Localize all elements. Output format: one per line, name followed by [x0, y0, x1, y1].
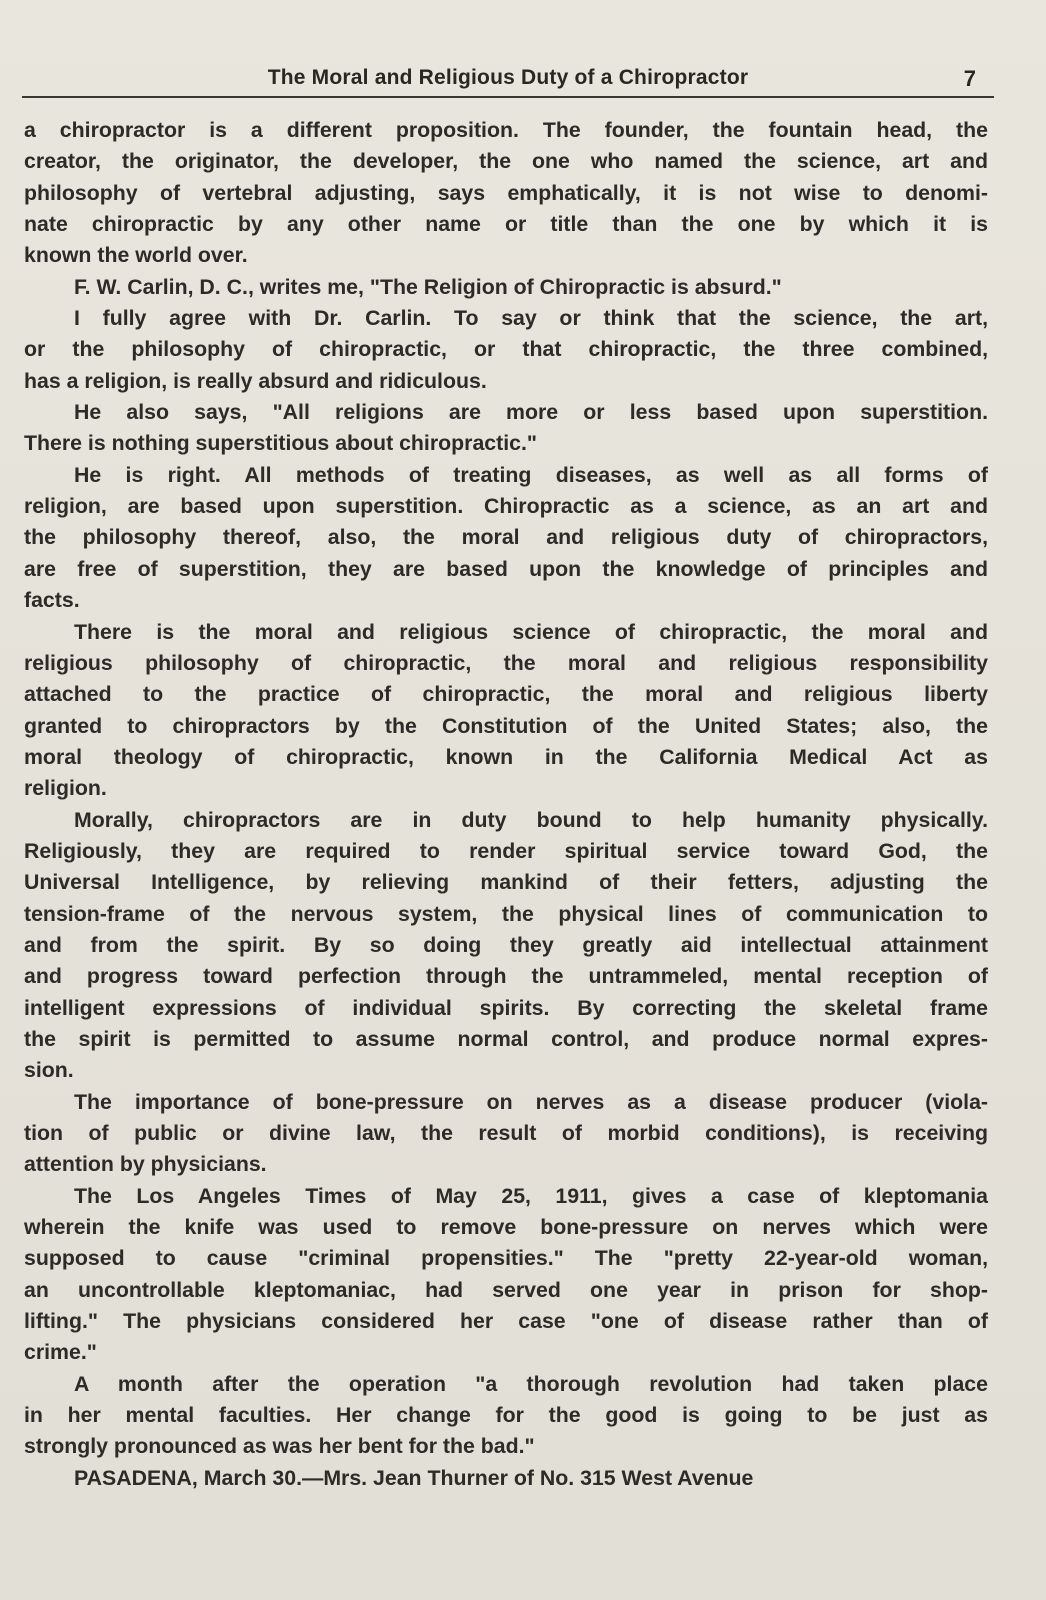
text-line: supposed to cause "criminal propensities." The "pretty 22-year-old woman, — [24, 1246, 988, 1271]
running-header — [22, 62, 994, 98]
paragraph — [24, 1369, 988, 1463]
text-line: There is the moral and religious science of chiropractic, the moral and — [74, 619, 988, 644]
text-line: a chiropractor is a different proposition. The founder, the fountain head, the — [24, 118, 988, 142]
text-line: F. W. Carlin, D. C., writes me, "The Religion of Chiropractic is absurd." — [74, 274, 782, 299]
text-line: the spirit is permitted to assume normal control, and produce normal expres- — [24, 1026, 988, 1051]
page-number: 7 — [963, 66, 976, 91]
text-line: The importance of bone-pressure on nerves as a disease producer (viola- — [74, 1089, 988, 1114]
text-line: granted to chiropractors by the Constitution of the United States; also, the — [24, 713, 988, 738]
text-line: an uncontrollable kleptomaniac, had served one year in prison for shop- — [24, 1277, 988, 1302]
body-text — [24, 115, 988, 1494]
text-line: sion. — [24, 1058, 74, 1083]
text-line: has a religion, is really absurd and ridiculous. — [24, 368, 487, 393]
text-line: religion. — [24, 776, 107, 801]
text-line: He also says, "All religions are more or less based upon superstition. — [74, 400, 988, 425]
text-line: moral theology of chiropractic, known in the California Medical Act as — [24, 744, 988, 769]
paragraph — [24, 460, 988, 617]
text-line: philosophy of vertebral adjusting, says emphatically, it is not wise to denomi- — [24, 180, 988, 205]
text-line: There is nothing superstitious about chiropractic." — [24, 431, 537, 456]
text-line: attention by physicians. — [24, 1152, 267, 1177]
paragraph — [24, 115, 988, 272]
text-line: Religiously, they are required to render spiritual service toward God, the — [24, 838, 988, 863]
text-line: Morally, chiropractors are in duty bound to help humanity physically. — [74, 807, 988, 832]
text-line: wherein the knife was used to remove bone-pressure on nerves which were — [24, 1215, 988, 1240]
text-line: He is right. All methods of treating diseases, as well as all forms of — [74, 462, 988, 487]
text-line: and progress toward perfection through the untrammeled, mental reception of — [24, 964, 988, 989]
paragraph — [24, 303, 988, 397]
text-line: intelligent expressions of individual spirits. By correcting the skeletal frame — [24, 995, 988, 1020]
text-line: crime." — [24, 1340, 97, 1365]
paragraph — [24, 1087, 988, 1181]
text-line: creator, the originator, the developer, the one who named the science, art and — [24, 149, 988, 174]
text-line: lifting." The physicians considered her case "one of disease rather than of — [24, 1309, 988, 1334]
paragraph — [24, 397, 988, 460]
text-line: facts. — [24, 588, 80, 613]
text-line: PASADENA, March 30.—Mrs. Jean Thurner of No. 315 West Avenue — [74, 1465, 754, 1490]
paragraph — [24, 1181, 988, 1369]
text-line: Universal Intelligence, by relieving mankind of their fetters, adjusting the — [24, 870, 988, 895]
text-line: religious philosophy of chiropractic, the moral and religious responsibility — [24, 650, 988, 675]
text-line: tension-frame of the nervous system, the physical lines of communication to — [24, 901, 988, 926]
paragraph — [24, 805, 988, 1087]
text-line: A month after the operation "a thorough revolution had taken place — [74, 1371, 988, 1396]
paragraph — [24, 1463, 988, 1494]
text-line: strongly pronounced as was her bent for the bad." — [24, 1434, 535, 1459]
paragraph — [24, 272, 988, 303]
text-line: and from the spirit. By so doing they greatly aid intellectual attainment — [24, 932, 988, 957]
text-line: in her mental faculties. Her change for the good is going to be just as — [24, 1403, 988, 1428]
header-rule — [22, 96, 994, 98]
text-line: The Los Angeles Times of May 25, 1911, gives a case of kleptomania — [74, 1183, 988, 1208]
text-line: known the world over. — [24, 243, 248, 268]
text-line: I fully agree with Dr. Carlin. To say or think that the science, the art, — [74, 306, 988, 331]
text-line: or the philosophy of chiropractic, or that chiropractic, the three combined, — [24, 337, 988, 362]
paragraph — [24, 617, 988, 805]
text-line: religion, are based upon superstition. Chiropractic as a science, as an art and — [24, 494, 988, 519]
text-line: attached to the practice of chiropractic, the moral and religious liberty — [24, 682, 988, 707]
text-line: are free of superstition, they are based upon the knowledge of principles and — [24, 556, 988, 581]
text-line: nate chiropractic by any other name or title than the one by which it is — [24, 212, 988, 237]
text-line: the philosophy thereof, also, the moral and religious duty of chiropractors, — [24, 525, 988, 550]
running-title: The Moral and Religious Duty of a Chiropractor — [267, 66, 749, 89]
text-line: tion of public or divine law, the result of morbid conditions), is receiving — [24, 1121, 988, 1145]
